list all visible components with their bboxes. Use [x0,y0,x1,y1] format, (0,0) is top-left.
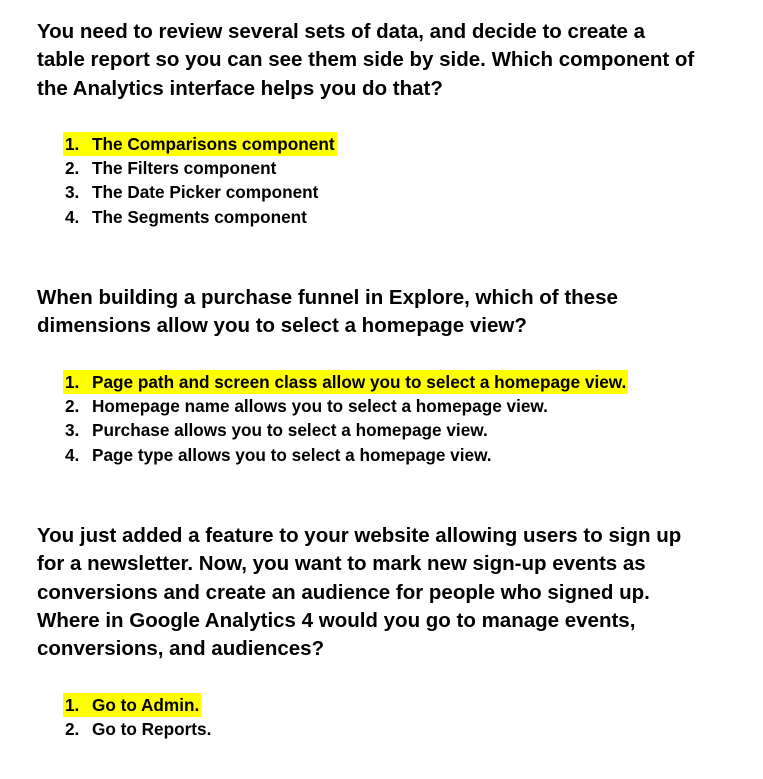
question-3-option-1 [63,693,213,717]
question-3-options [63,693,213,741]
question-2-option-1 [63,370,628,394]
option-text: The Segments component [92,206,307,227]
question-1-option-3 [63,180,337,204]
option-text: Page type allows you to select a homepage view. [92,444,492,465]
highlighted-answer [63,132,337,156]
question-2-option-4 [63,443,628,467]
question-3-option-2 [63,717,213,741]
question-1-option-4 [63,205,337,229]
option-number: 1. [65,372,80,392]
option-text: The Date Picker component [92,182,319,203]
option-text: Purchase allows you to select a homepage view. [92,420,488,441]
question-1-options [63,132,337,229]
question-1-line-1: You need to review several sets of data, and decide to create a [37,20,646,43]
option-number: 2. [65,396,80,417]
question-3-line-4: Where in Google Analytics 4 would you go to manage events, [37,608,636,632]
option-text: The Filters component [92,158,277,179]
question-3 [37,522,737,663]
question-1-option-2 [63,156,337,180]
option-number: 1. [65,695,80,715]
option-number: 3. [65,182,80,203]
option-text: Page path and screen class allow you to select a homepage view. [92,372,627,392]
option-number: 3. [65,420,80,441]
option-number: 2. [65,719,80,740]
option-text: Go to Admin. [92,695,200,715]
question-1-option-1 [63,132,337,156]
highlighted-answer [63,693,201,717]
question-3-line-5: conversions, and audiences? [37,637,325,661]
question-2-line-1: When building a purchase funnel in Explore, which of these [37,286,618,309]
question-1-line-3: the Analytics interface helps you do that? [37,76,443,100]
question-2-option-2 [63,394,628,418]
question-3-line-3: conversions and create an audience for people who signed up. [37,580,650,604]
question-1 [37,18,737,103]
question-1-line-2: table report so you can see them side by side. Which component of [37,48,695,72]
question-2 [37,284,737,341]
option-number: 2. [65,158,80,179]
option-text: The Comparisons component [92,134,335,154]
option-text: Homepage name allows you to select a homepage view. [92,396,548,417]
question-3-line-2: for a newsletter. Now, you want to mark new sign-up events as [37,552,646,576]
option-number: 4. [65,206,80,227]
highlighted-answer [63,370,628,394]
question-2-options [63,370,628,467]
option-number: 1. [65,134,80,154]
option-number: 4. [65,444,80,465]
question-2-option-3 [63,418,628,442]
option-text: Go to Reports. [92,719,212,740]
question-2-line-2: dimensions allow you to select a homepage view? [37,314,527,338]
question-3-line-1: You just added a feature to your website allowing users to sign up [37,524,682,547]
